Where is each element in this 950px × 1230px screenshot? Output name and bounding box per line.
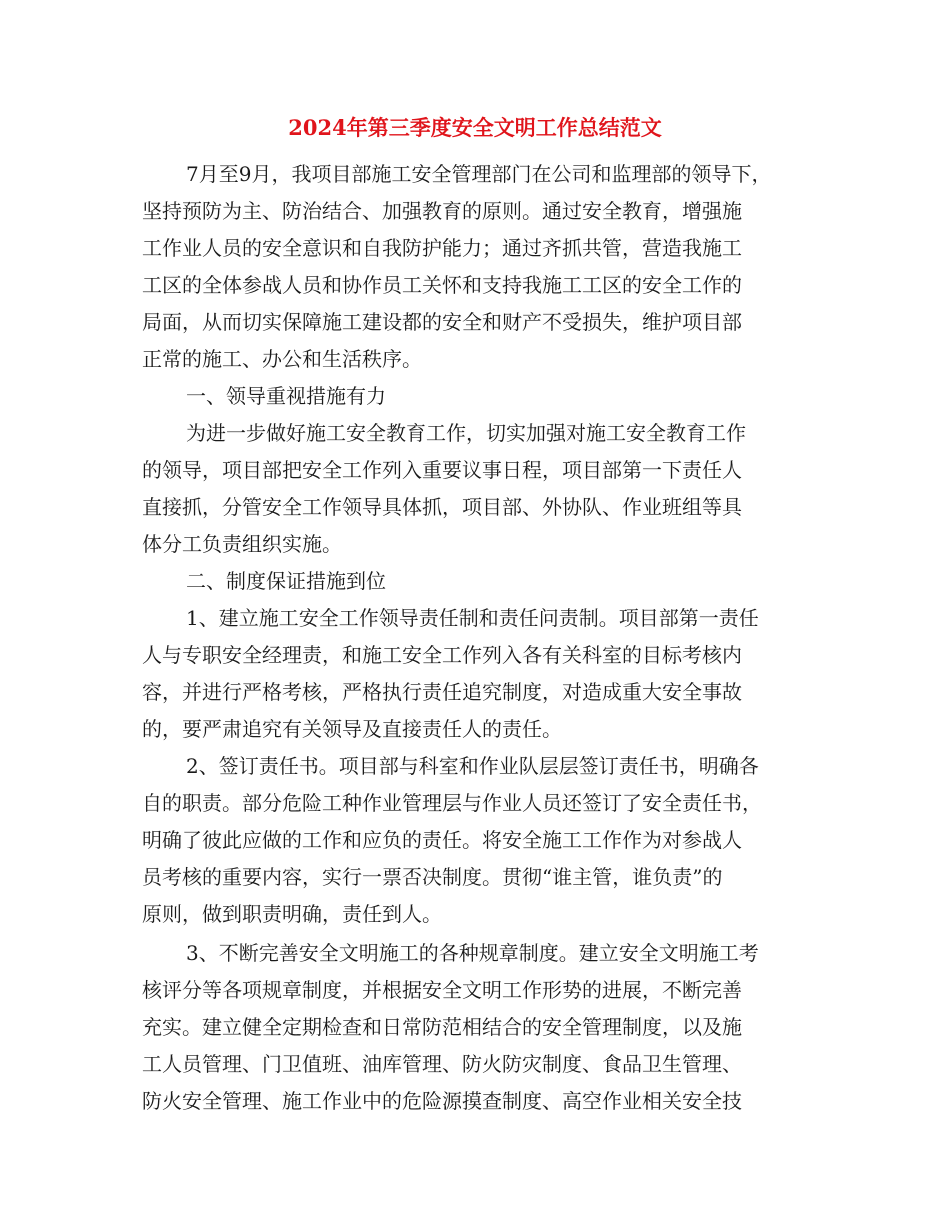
text-line: 防火安全管理、施工作业中的危险源摸查制度、高空作业相关安全技: [142, 1089, 742, 1113]
text-line: 员考核的重要内容，实行一票否决制度。贯彻“谁主管，谁负责”的: [142, 865, 723, 889]
text-line: 工作业人员的安全意识和自我防护能力；通过齐抓共管，营造我施工: [142, 236, 742, 260]
text-line: 3、不断完善安全文明施工的各种规章制度。建立安全文明施工考: [186, 941, 759, 965]
text-line: 的领导，项目部把安全工作列入重要议事日程，项目部第一下责任人: [142, 458, 742, 482]
section-heading: 二、制度保证措施到位: [186, 569, 386, 593]
text-line: 2、签订责任书。项目部与科室和作业队层层签订责任书，明确各: [186, 754, 759, 778]
text-line: 自的职责。部分危险工种作业管理层与作业人员还签订了安全责任书，: [142, 791, 762, 815]
document-body: [142, 156, 822, 1120]
text-line: 工区的全体参战人员和协作员工关怀和支持我施工工区的安全工作的: [142, 273, 742, 297]
text-line: 正常的施工、办公和生活秩序。: [142, 347, 422, 371]
text-line: 明确了彼此应做的工作和应负的责任。将安全施工工作作为对参战人: [142, 828, 742, 852]
document-title: 2024年第三季度安全文明工作总结范文: [288, 115, 662, 140]
text-line: 充实。建立健全定期检查和日常防范相结合的安全管理制度，以及施: [142, 1015, 742, 1039]
section-heading: 一、领导重视措施有力: [186, 384, 386, 408]
text-line: 原则，做到职责明确，责任到人。: [142, 902, 442, 926]
text-line: 1、建立施工安全工作领导责任制和责任问责制。项目部第一责任: [186, 606, 759, 630]
text-line: 直接抓，分管安全工作领导具体抓，项目部、外协队、作业班组等具: [142, 495, 742, 519]
text-line: 7月至9月，我项目部施工安全管理部门在公司和监理部的领导下，: [186, 162, 772, 186]
text-line: 工人员管理、门卫值班、油库管理、防火防灾制度、食品卫生管理、: [142, 1052, 742, 1076]
text-line: 的，要严肃追究有关领导及直接责任人的责任。: [142, 717, 562, 741]
text-line: 坚持预防为主、防治结合、加强教育的原则。通过安全教育，增强施: [142, 199, 742, 223]
text-line: 核评分等各项规章制度，并根据安全文明工作形势的进展，不断完善: [142, 978, 742, 1002]
text-line: 容，并进行严格考核，严格执行责任追究制度，对造成重大安全事故: [142, 680, 742, 704]
text-line: 局面，从而切实保障施工建设都的安全和财产不受损失，维护项目部: [142, 310, 742, 334]
text-line: 为进一步做好施工安全教育工作，切实加强对施工安全教育工作: [186, 421, 746, 445]
text-line: 人与专职安全经理责，和施工安全工作列入各有关科室的目标考核内: [142, 643, 742, 667]
text-line: 体分工负责组织实施。: [142, 532, 342, 556]
